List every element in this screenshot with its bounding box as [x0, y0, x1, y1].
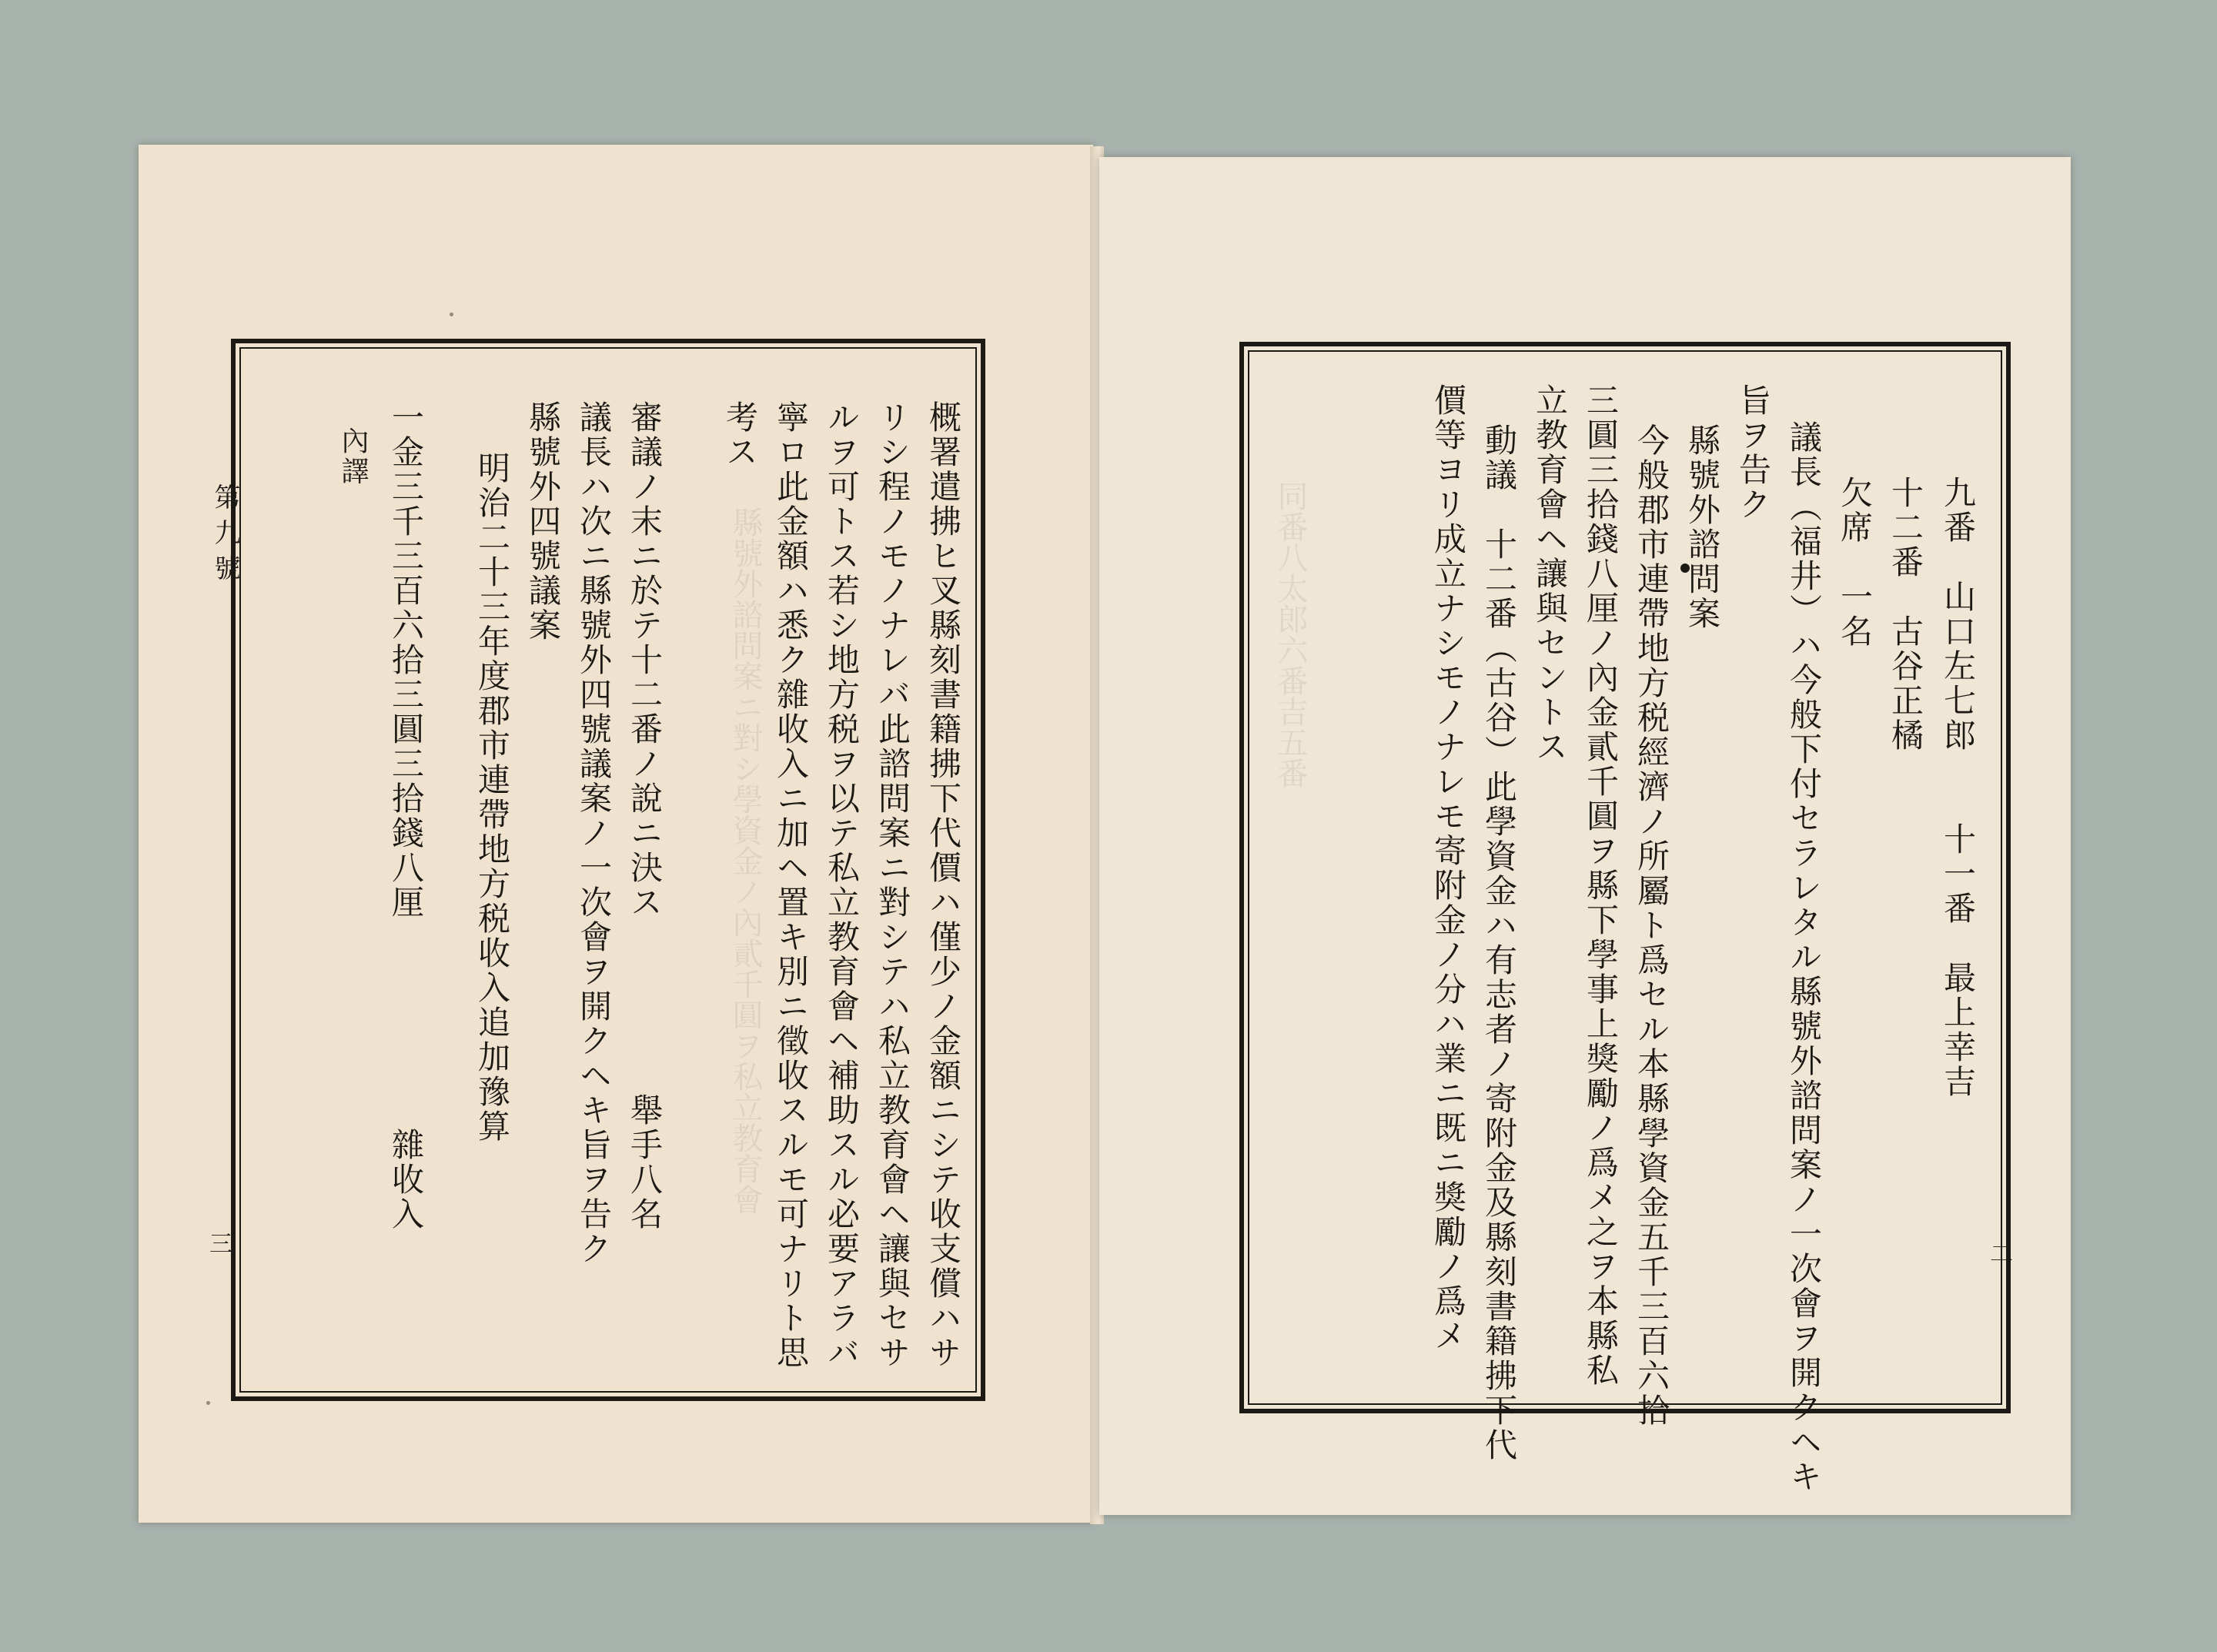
text-frame-right: [1239, 342, 2011, 1494]
text-column: 明治二十三年度郡市連帶地方税收入追加豫算: [473, 451, 511, 1144]
issue-header: 第九號: [209, 483, 240, 590]
text-column: 今般郡市連帶地方税經濟ノ所屬ト爲セル本縣學資金五千三百六拾: [1633, 423, 1670, 1428]
right-page: [1099, 157, 2071, 1515]
text-column: 三圓三拾錢八厘ノ內金貳千圓ヲ縣下學事上獎勵ノ爲メ之ヲ本縣私: [1582, 383, 1620, 1388]
page-number-right: 二: [1990, 1241, 2013, 1268]
text-column: 縣號外四號議案: [524, 400, 562, 643]
text-column: 寧ロ此金額ハ悉ク雜收入ニ加ヘ置キ別ニ徵收スルモ可ナリト思: [772, 400, 810, 1370]
text-column: 議長ハ次ニ縣號外四號議案ノ一次會ヲ開クヘキ旨ヲ告ク: [575, 400, 613, 1266]
text-column: 考ス: [721, 400, 759, 470]
text-frame-left: [231, 339, 985, 1401]
text-column: 十二番 古谷正橘: [1887, 476, 1924, 753]
text-column: 欠席 一名: [1836, 476, 1874, 649]
text-column: 議長（福井）ハ今般下付セラレタル縣號外諮問案ノ一次會ヲ開クヘキ: [1785, 420, 1823, 1494]
paper-speck: [450, 313, 453, 316]
text-column: 旨ヲ告ク: [1734, 383, 1772, 522]
text-column: 審議ノ末ニ於テ十二番ノ說ニ決ス 舉手八名: [626, 400, 664, 1232]
text-column: リシ程ノモノナレバ此諮問案ニ對シテハ私立教育會ヘ讓與セサ: [874, 400, 911, 1370]
text-column: 內譯: [337, 426, 369, 487]
bleed-through-text: 縣號外諮問案ニ對シ學資金ノ內貳千圓ヲ私立教育會: [727, 507, 763, 1215]
text-column: 一金三千三百六拾三圓三拾錢八厘 雜收入: [387, 400, 425, 1232]
bleed-through-text: 同番八太郎六番吉五番: [1272, 480, 1308, 788]
left-page: [139, 145, 1093, 1523]
paper-speck: [206, 1401, 210, 1405]
page-number-left: 三: [209, 1231, 232, 1258]
text-column: 立教育會ヘ讓與セントス: [1531, 383, 1569, 764]
text-column: 價等ヨリ成立ナシモノナレモ寄附金ノ分ハ業ニ既ニ獎勵ノ爲メ: [1430, 383, 1467, 1353]
text-column: 九番 山口左七郎 十一番 最上幸吉: [1939, 476, 1977, 1099]
text-column: 縣號外諮問案: [1684, 423, 1721, 631]
text-column: 概署遣拂ヒ叉縣刻書籍拂下代價ハ僅少ノ金額ニシテ收支償ハサ: [925, 400, 962, 1370]
text-column: ルヲ可トス若シ地方税ヲ以テ私立教育會ヘ補助スル必要アラバ: [823, 400, 861, 1370]
text-column: 動議 十二番（古谷）此學資金ハ有志者ノ寄附金及縣刻書籍拂下代: [1480, 423, 1518, 1463]
